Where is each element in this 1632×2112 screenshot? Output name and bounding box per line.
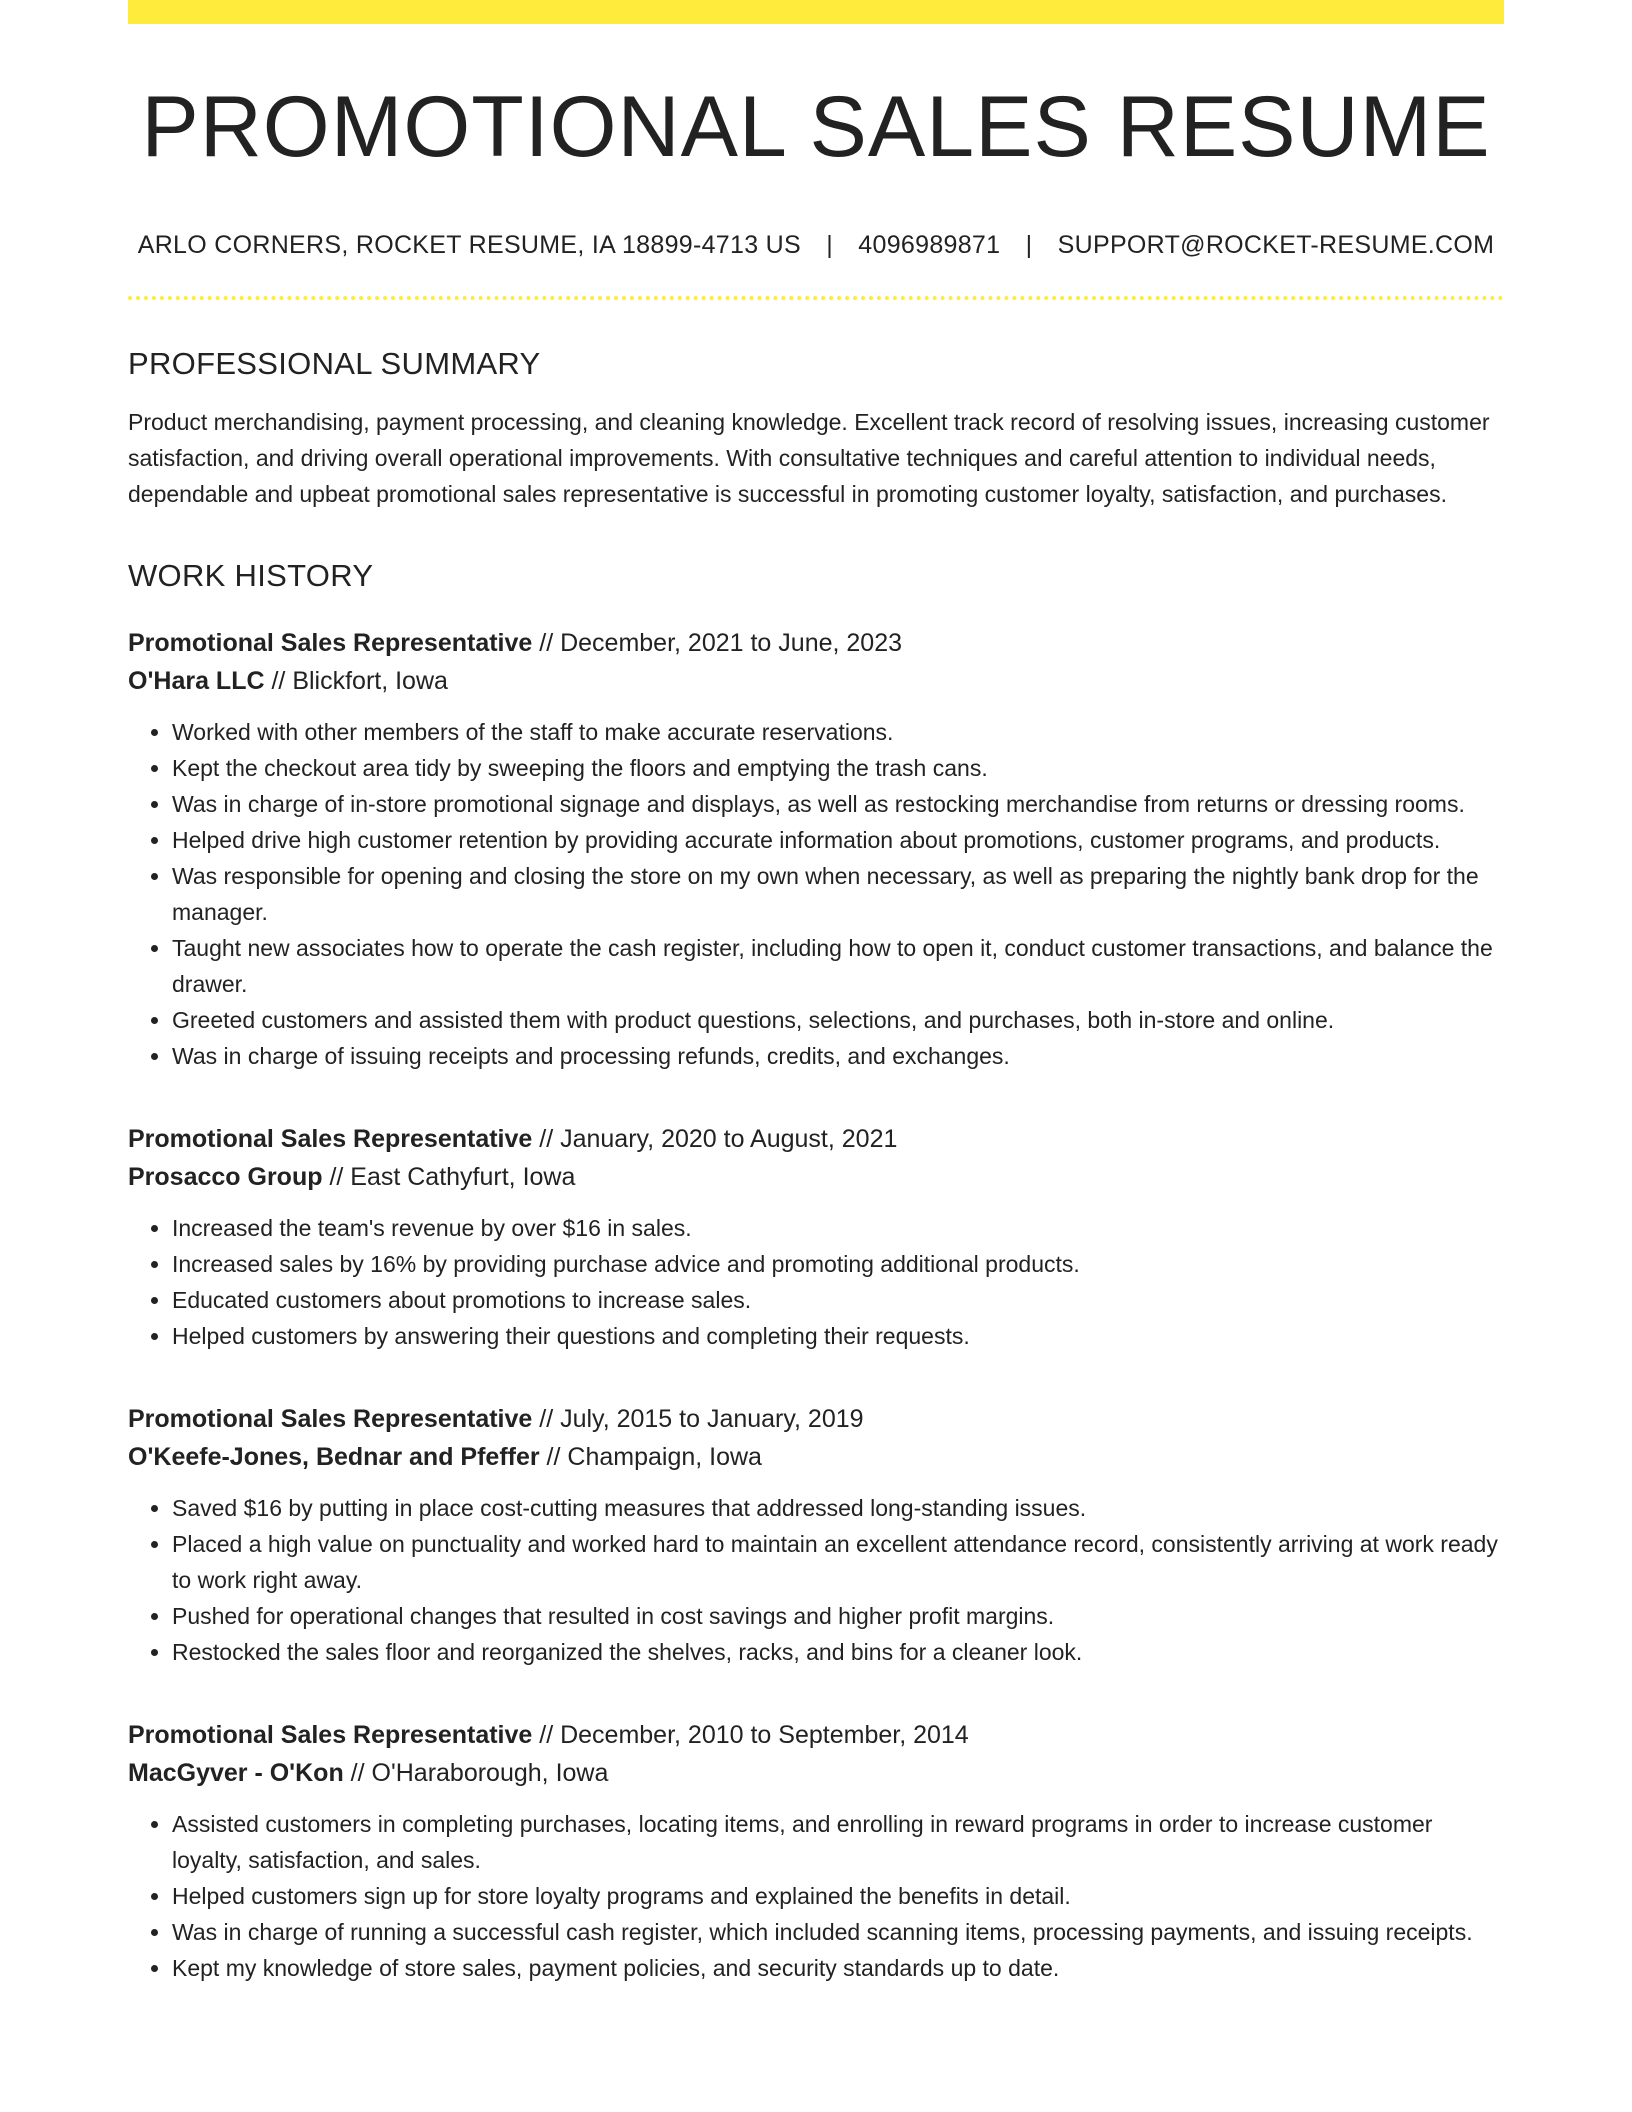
job-bullet: • Restocked the sales floor and reorganized the shelves, racks, and bins for a cleaner look.	[172, 1634, 1504, 1670]
job-bullets	[128, 1210, 1504, 1354]
job-entry	[128, 1716, 1504, 1986]
job-entry	[128, 1120, 1504, 1354]
job-title-line	[128, 1400, 1504, 1438]
job-location: // O'Haraborough, Iowa	[343, 1758, 609, 1787]
job-title: Promotional Sales Representative	[128, 1124, 533, 1153]
resume-page	[128, 0, 1504, 1986]
job-bullet: • Helped customers by answering their questions and completing their requests.	[172, 1318, 1504, 1354]
job-title: Promotional Sales Representative	[128, 1720, 533, 1749]
job-title: Promotional Sales Representative	[128, 628, 533, 657]
job-dates: // January, 2020 to August, 2021	[532, 1124, 898, 1153]
contact-address: ARLO CORNERS, ROCKET RESUME, IA 18899-4713 US	[137, 230, 801, 259]
job-bullet: • Kept my knowledge of store sales, payment policies, and security standards up to date.	[172, 1950, 1504, 1986]
summary-heading: PROFESSIONAL SUMMARY	[128, 345, 541, 381]
job-bullet: • Educated customers about promotions to increase sales.	[172, 1282, 1504, 1318]
contact-line	[128, 231, 1504, 260]
job-title-line	[128, 1120, 1504, 1158]
contact-separator: |	[826, 230, 834, 259]
job-bullet: • Assisted customers in completing purchases, locating items, and enrolling in reward programs in order to increase customer loyalty, satisfaction, and sales.	[172, 1806, 1504, 1878]
job-bullet: • Was in charge of running a successful cash register, which included scanning items, processing payments, and issuing receipts.	[172, 1914, 1504, 1950]
job-bullet: • Taught new associates how to operate the cash register, including how to open it, conduct customer transactions, and balance the drawer.	[172, 930, 1504, 1002]
job-bullet: • Was in charge of in-store promotional signage and displays, as well as restocking merchandise from returns or dressing rooms.	[172, 786, 1504, 822]
job-location: // Blickfort, Iowa	[264, 666, 448, 695]
work-history-heading: WORK HISTORY	[128, 557, 374, 593]
job-bullet: • Increased sales by 16% by providing purchase advice and promoting additional products.	[172, 1246, 1504, 1282]
job-company-line	[128, 662, 1504, 700]
work-history-list	[128, 624, 1504, 1986]
job-dates: // December, 2010 to September, 2014	[532, 1720, 969, 1749]
job-bullet: • Kept the checkout area tidy by sweeping the floors and emptying the trash cans.	[172, 750, 1504, 786]
job-bullet: • Placed a high value on punctuality and worked hard to maintain an excellent attendance record, consistently arriving at work ready to work right away.	[172, 1526, 1504, 1598]
job-bullets	[128, 1806, 1504, 1986]
job-bullet: • Was in charge of issuing receipts and processing refunds, credits, and exchanges.	[172, 1038, 1504, 1074]
contact-email: SUPPORT@ROCKET-RESUME.COM	[1057, 230, 1495, 259]
job-entry	[128, 1400, 1504, 1670]
dotted-divider	[128, 296, 1504, 300]
job-company-line	[128, 1754, 1504, 1792]
job-company: O'Keefe-Jones, Bednar and Pfeffer	[128, 1442, 540, 1471]
accent-top-bar	[128, 0, 1504, 24]
job-bullet: • Increased the team's revenue by over $16 in sales.	[172, 1210, 1504, 1246]
job-company-line	[128, 1158, 1504, 1196]
job-location: // East Cathyfurt, Iowa	[322, 1162, 576, 1191]
summary-text: Product merchandising, payment processing, and cleaning knowledge. Excellent track record of resolving issues, increasing customer satisfaction, and driving overall operational improvements. With consultative techniques and careful attention to individual needs, dependable and upbeat promotional sales representative is successful in promoting customer loyalty, satisfaction, and purchases.	[128, 408, 1490, 507]
job-bullet: • Helped drive high customer retention by providing accurate information about promotions, customer programs, and products.	[172, 822, 1504, 858]
resume-title: PROMOTIONAL SALES RESUME	[141, 79, 1491, 175]
job-bullet: • Worked with other members of the staff to make accurate reservations.	[172, 714, 1504, 750]
job-bullets	[128, 714, 1504, 1074]
job-bullet: • Saved $16 by putting in place cost-cutting measures that addressed long-standing issues.	[172, 1490, 1504, 1526]
job-bullet: • Was responsible for opening and closing the store on my own when necessary, as well as preparing the nightly bank drop for the manager.	[172, 858, 1504, 930]
contact-separator: |	[1025, 230, 1033, 259]
job-location: // Champaign, Iowa	[539, 1442, 762, 1471]
job-title-line	[128, 624, 1504, 662]
job-dates: // July, 2015 to January, 2019	[532, 1404, 864, 1433]
job-company-line	[128, 1438, 1504, 1476]
job-company: MacGyver - O'Kon	[128, 1758, 344, 1787]
job-title: Promotional Sales Representative	[128, 1404, 533, 1433]
job-bullet: • Pushed for operational changes that resulted in cost savings and higher profit margins.	[172, 1598, 1504, 1634]
job-bullet: • Greeted customers and assisted them with product questions, selections, and purchases, both in-store and online.	[172, 1002, 1504, 1038]
job-bullets	[128, 1490, 1504, 1670]
job-bullet: • Helped customers sign up for store loyalty programs and explained the benefits in detail.	[172, 1878, 1504, 1914]
job-title-line	[128, 1716, 1504, 1754]
job-entry	[128, 624, 1504, 1074]
job-company: Prosacco Group	[128, 1162, 323, 1191]
contact-phone: 4096989871	[858, 230, 1001, 259]
job-dates: // December, 2021 to June, 2023	[532, 628, 903, 657]
job-company: O'Hara LLC	[128, 666, 265, 695]
